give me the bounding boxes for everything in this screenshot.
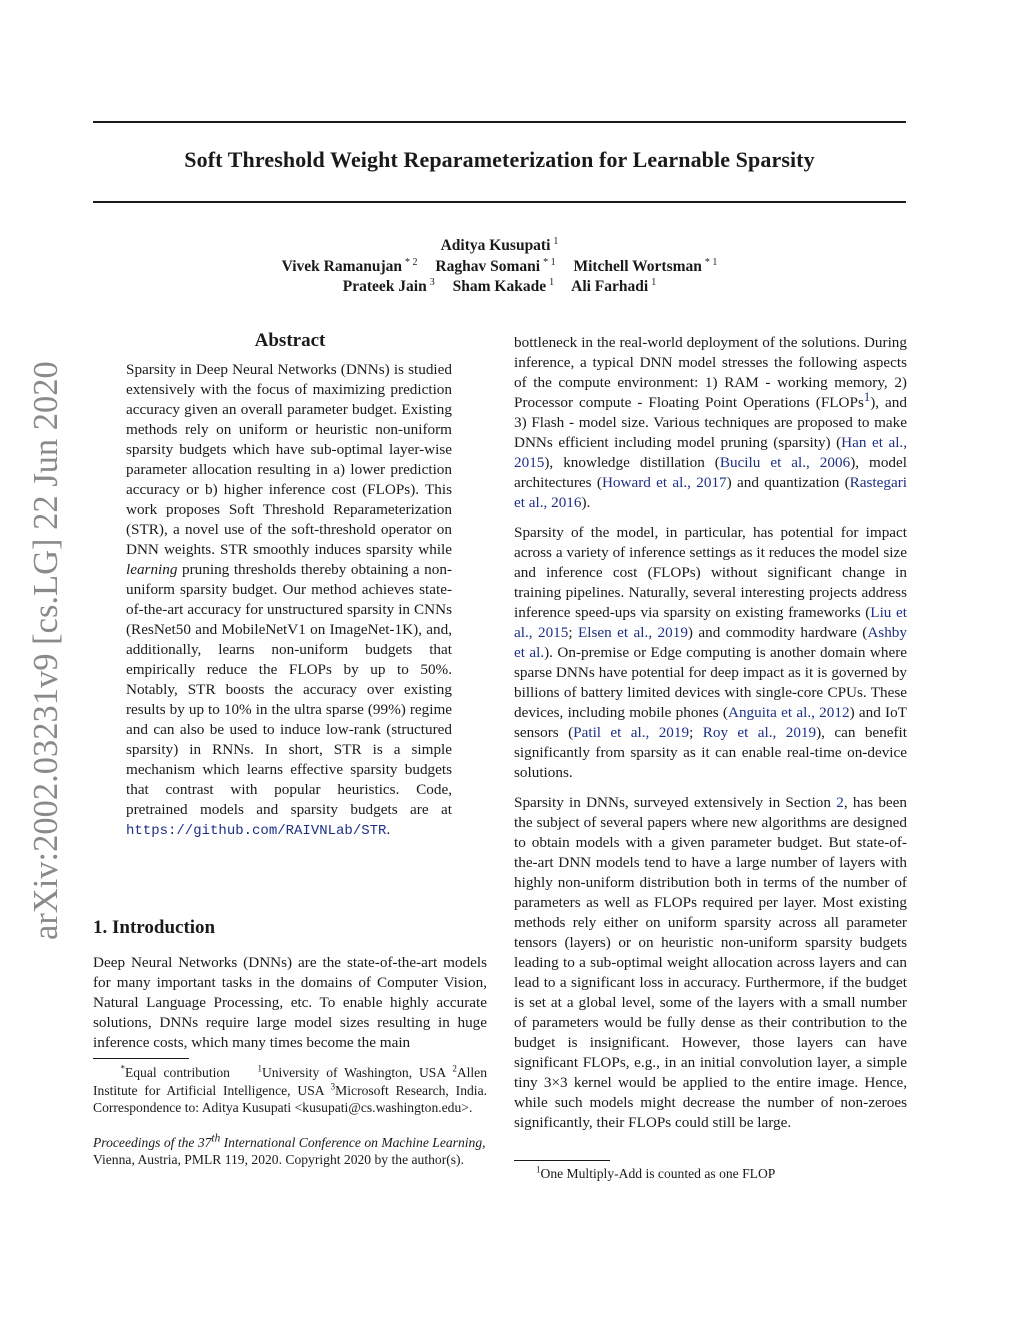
body-text: ; bbox=[568, 624, 579, 641]
citation-link[interactable]: Bucilu et al., 2006 bbox=[719, 454, 851, 471]
body-text: Sparsity in DNNs, surveyed extensively in Section bbox=[514, 794, 837, 811]
body-text: bottleneck in the real-world deployment of the solutions. During inference, a typical DNN model stresses the following aspects of the compute environment: 1) RAM - working memory, 2) Processor compute - Floating Point Operations (FLOPs bbox=[514, 334, 907, 411]
proceedings-ordinal: th bbox=[211, 1131, 221, 1144]
affiliation-1: University of Washington, USA bbox=[261, 1065, 446, 1080]
affiliation-footnote: *Equal contribution $^1$University of Washington, USA $^2$Allen Institute for Artificial Intelligence, USA $^3$Microsoft Research, India. Correspondence to: Aditya Kusupati <kusupati@cs.washington.edu>. bbox=[93, 1063, 488, 1115]
body-text: ) and IoT sensors ( bbox=[514, 704, 907, 741]
citation-link[interactable]: Han et al., 2015 bbox=[514, 434, 908, 471]
body-text: Sparsity of the model, in particular, has potential for impact across a variety of inference settings as it reduces the model size and inference cost (FLOPs) without significant change in training pipelines. Naturally, several interesting projects address inference speed-ups via sparsity on existing frameworks ( bbox=[514, 524, 907, 621]
affiliation-2: Allen Institute for Artificial Intelligence, USA bbox=[93, 1065, 488, 1098]
body-text: ) and commodity hardware ( bbox=[687, 624, 868, 641]
intro-paragraph-1-container bbox=[93, 953, 487, 1053]
correspondence-note: Correspondence to: Aditya Kusupati <kusupati@cs.washington.edu>. bbox=[93, 1100, 473, 1115]
body-text: ), can benefit significantly from sparsity as it can enable real-time on-device solutions. bbox=[514, 724, 907, 781]
author-affiliation-mark: * 1 bbox=[543, 256, 556, 268]
citation-link[interactable]: Liu et al., 2015 bbox=[514, 604, 907, 641]
body-text: ) and quantization ( bbox=[726, 474, 850, 491]
author-affiliation-mark: 1 bbox=[549, 277, 555, 288]
flop-footnote bbox=[514, 1165, 907, 1183]
footnote-rule-left bbox=[93, 1058, 189, 1059]
footnote-rule-right bbox=[514, 1160, 610, 1161]
proceedings-details: , Vienna, Austria, PMLR 119, 2020. Copyright 2020 by the author(s). bbox=[93, 1134, 486, 1167]
abstract-body bbox=[126, 360, 452, 841]
abstract-text: . bbox=[386, 821, 391, 838]
author-affiliation-mark: 3 bbox=[429, 277, 435, 288]
footnote-ref[interactable]: 1 bbox=[863, 389, 871, 404]
body-text: , has been the subject of several papers where new algorithms are designed to obtain models with a given parameter budget. But state-of-the-art DNN models tend to have a large number of layers with highly non-uniform distribution both in terms of the number of parameters as well as FLOPs required per layer. Most existing methods rely either on uniform sparsity across all parameter tensors (layers) or on heuristic non-uniform sparsity budgets leading to a sub-optimal weight allocation across layers and can lead to a significant loss in accuracy. Furthermore, if the budget is set at a global level, some of the layers with a small number of parameters would be fully dense as their contribution to the budget is insignificant. However, those layers can have significant FLOPs, e.g., in an initial convolution layer, a simple tiny 3×3 kernel would be applied to the entire image. Hence, while such models might decrease the number of non-zeroes significantly, their FLOPs could still be large. bbox=[514, 794, 907, 1131]
body-text: ), model architectures ( bbox=[514, 454, 907, 491]
abstract-text: pruning thresholds thereby obtaining a non-uniform sparsity budget. Our method achieves state-of-the-art accuracy for unstructured sparsity in CNNs (ResNet50 and MobileNetV1 on ImageNet-1K), and, additionally, learns non-uniform budgets that empirically reduce the FLOPs by up to 50%. Notably, STR boosts the accuracy over existing results by up to 10% in the ultra sparse (99%) regime and can also be used to induce low-rank (structured sparsity) in RNNs. In short, STR is a simple mechanism which learns effective sparsity budgets that contrast with popular heuristics. Code, pretrained models and sparsity budgets are at bbox=[126, 561, 452, 818]
author-affiliation-mark: * 1 bbox=[704, 256, 718, 268]
author-name: Aditya Kusupati bbox=[440, 237, 551, 254]
author-line-2 bbox=[93, 257, 906, 278]
title-top-rule bbox=[93, 121, 906, 123]
citation-link[interactable]: Ashby et al. bbox=[514, 624, 907, 661]
proceedings-number: 37 bbox=[197, 1134, 212, 1150]
body-text: ; bbox=[689, 724, 703, 741]
author-line-3 bbox=[93, 277, 906, 298]
footnote-text bbox=[514, 1165, 907, 1183]
title-bottom-rule bbox=[93, 201, 906, 203]
citation-link[interactable]: Patil et al., 2019 bbox=[573, 724, 690, 741]
author-affiliation-mark: 1 bbox=[553, 236, 559, 247]
citation-link[interactable]: Rastegari et al., 2016 bbox=[514, 474, 907, 511]
code-repository-link[interactable]: https://github.com/RAIVNLab/STR bbox=[126, 823, 387, 839]
author-name: Sham Kakade bbox=[452, 278, 547, 295]
abstract-heading: Abstract bbox=[254, 330, 326, 351]
abstract-emphasis: learning bbox=[126, 561, 178, 578]
body-text: ). bbox=[581, 494, 591, 511]
abstract-text: Sparsity in Deep Neural Networks (DNNs) is studied extensively with the focus of maximizing prediction accuracy given an overall parameter budget. Existing methods rely on uniform or heuristic non-uniform sparsity budgets which have sub-optimal layer-wise parameter allocation resulting in a) lower prediction accuracy or b) higher inference cost (FLOPs). This work proposes Soft Threshold Reparameterization (STR), a novel use of the soft-threshold operator on DNN weights. STR smoothly induces sparsity while bbox=[126, 361, 452, 558]
affiliation-footnotes bbox=[93, 1064, 487, 1169]
author-affiliation-mark: * 2 bbox=[405, 256, 418, 268]
arxiv-sidebar-stamp: arXiv:2002.03231v9 [cs.LG] 22 Jun 2020 bbox=[27, 361, 65, 940]
author-line-1 bbox=[93, 236, 906, 257]
body-text: ), and 3) Flash - model size. Various techniques are proposed to make DNNs efficient including model pruning (sparsity) ( bbox=[514, 394, 907, 451]
intro-paragraph: Deep Neural Networks (DNNs) are the state-of-the-art models for many important tasks in the domains of Computer Vision, Natural Language Processing, etc. To enable highly accurate solutions, DNNs require large model sizes resulting in huge inference costs, which many times become the main bbox=[93, 954, 487, 1051]
author-name: Ali Farhadi bbox=[571, 278, 649, 295]
body-text: ). On-premise or Edge computing is another domain where sparse DNNs have potential for deep impact as it is governed by billions of battery limited devices with single-core CPUs. These devices, including mobile phones ( bbox=[514, 644, 908, 721]
author-name: Raghav Somani bbox=[435, 257, 541, 275]
author-affiliation-mark: 1 bbox=[651, 277, 657, 288]
author-name: Mitchell Wortsman bbox=[573, 257, 702, 275]
right-column bbox=[514, 333, 907, 1133]
citation-link[interactable]: Howard et al., 2017 bbox=[601, 474, 727, 491]
section-ref-link[interactable]: 2 bbox=[836, 794, 844, 811]
author-name: Prateek Jain bbox=[342, 278, 427, 295]
right-paragraph-1 bbox=[514, 333, 907, 513]
right-paragraph-3 bbox=[514, 793, 907, 1133]
proceedings-conference: International Conference on Machine Learning bbox=[220, 1134, 483, 1150]
section-heading-introduction: 1. Introduction bbox=[93, 917, 216, 938]
paper-title: Soft Threshold Weight Reparameterization for Learnable Sparsity bbox=[184, 147, 815, 172]
affiliation-3: Microsoft Research, India. bbox=[335, 1082, 487, 1098]
author-name: Vivek Ramanujan bbox=[281, 257, 403, 275]
proceedings-text: Proceedings of the bbox=[93, 1134, 198, 1150]
right-paragraph-2 bbox=[514, 523, 907, 783]
body-text: ), knowledge distillation ( bbox=[544, 454, 720, 471]
citation-link[interactable]: Roy et al., 2019 bbox=[702, 724, 817, 741]
equal-contribution-note: Equal contribution bbox=[124, 1065, 230, 1080]
author-block bbox=[93, 236, 906, 298]
citation-link[interactable]: Anguita et al., 2012 bbox=[727, 704, 850, 721]
footnote-body: One Multiply-Add is counted as one FLOP bbox=[540, 1166, 776, 1181]
proceedings-note bbox=[93, 1131, 487, 1169]
footnote-mark: 1 bbox=[536, 1164, 541, 1175]
citation-link[interactable]: Elsen et al., 2019 bbox=[578, 624, 688, 641]
